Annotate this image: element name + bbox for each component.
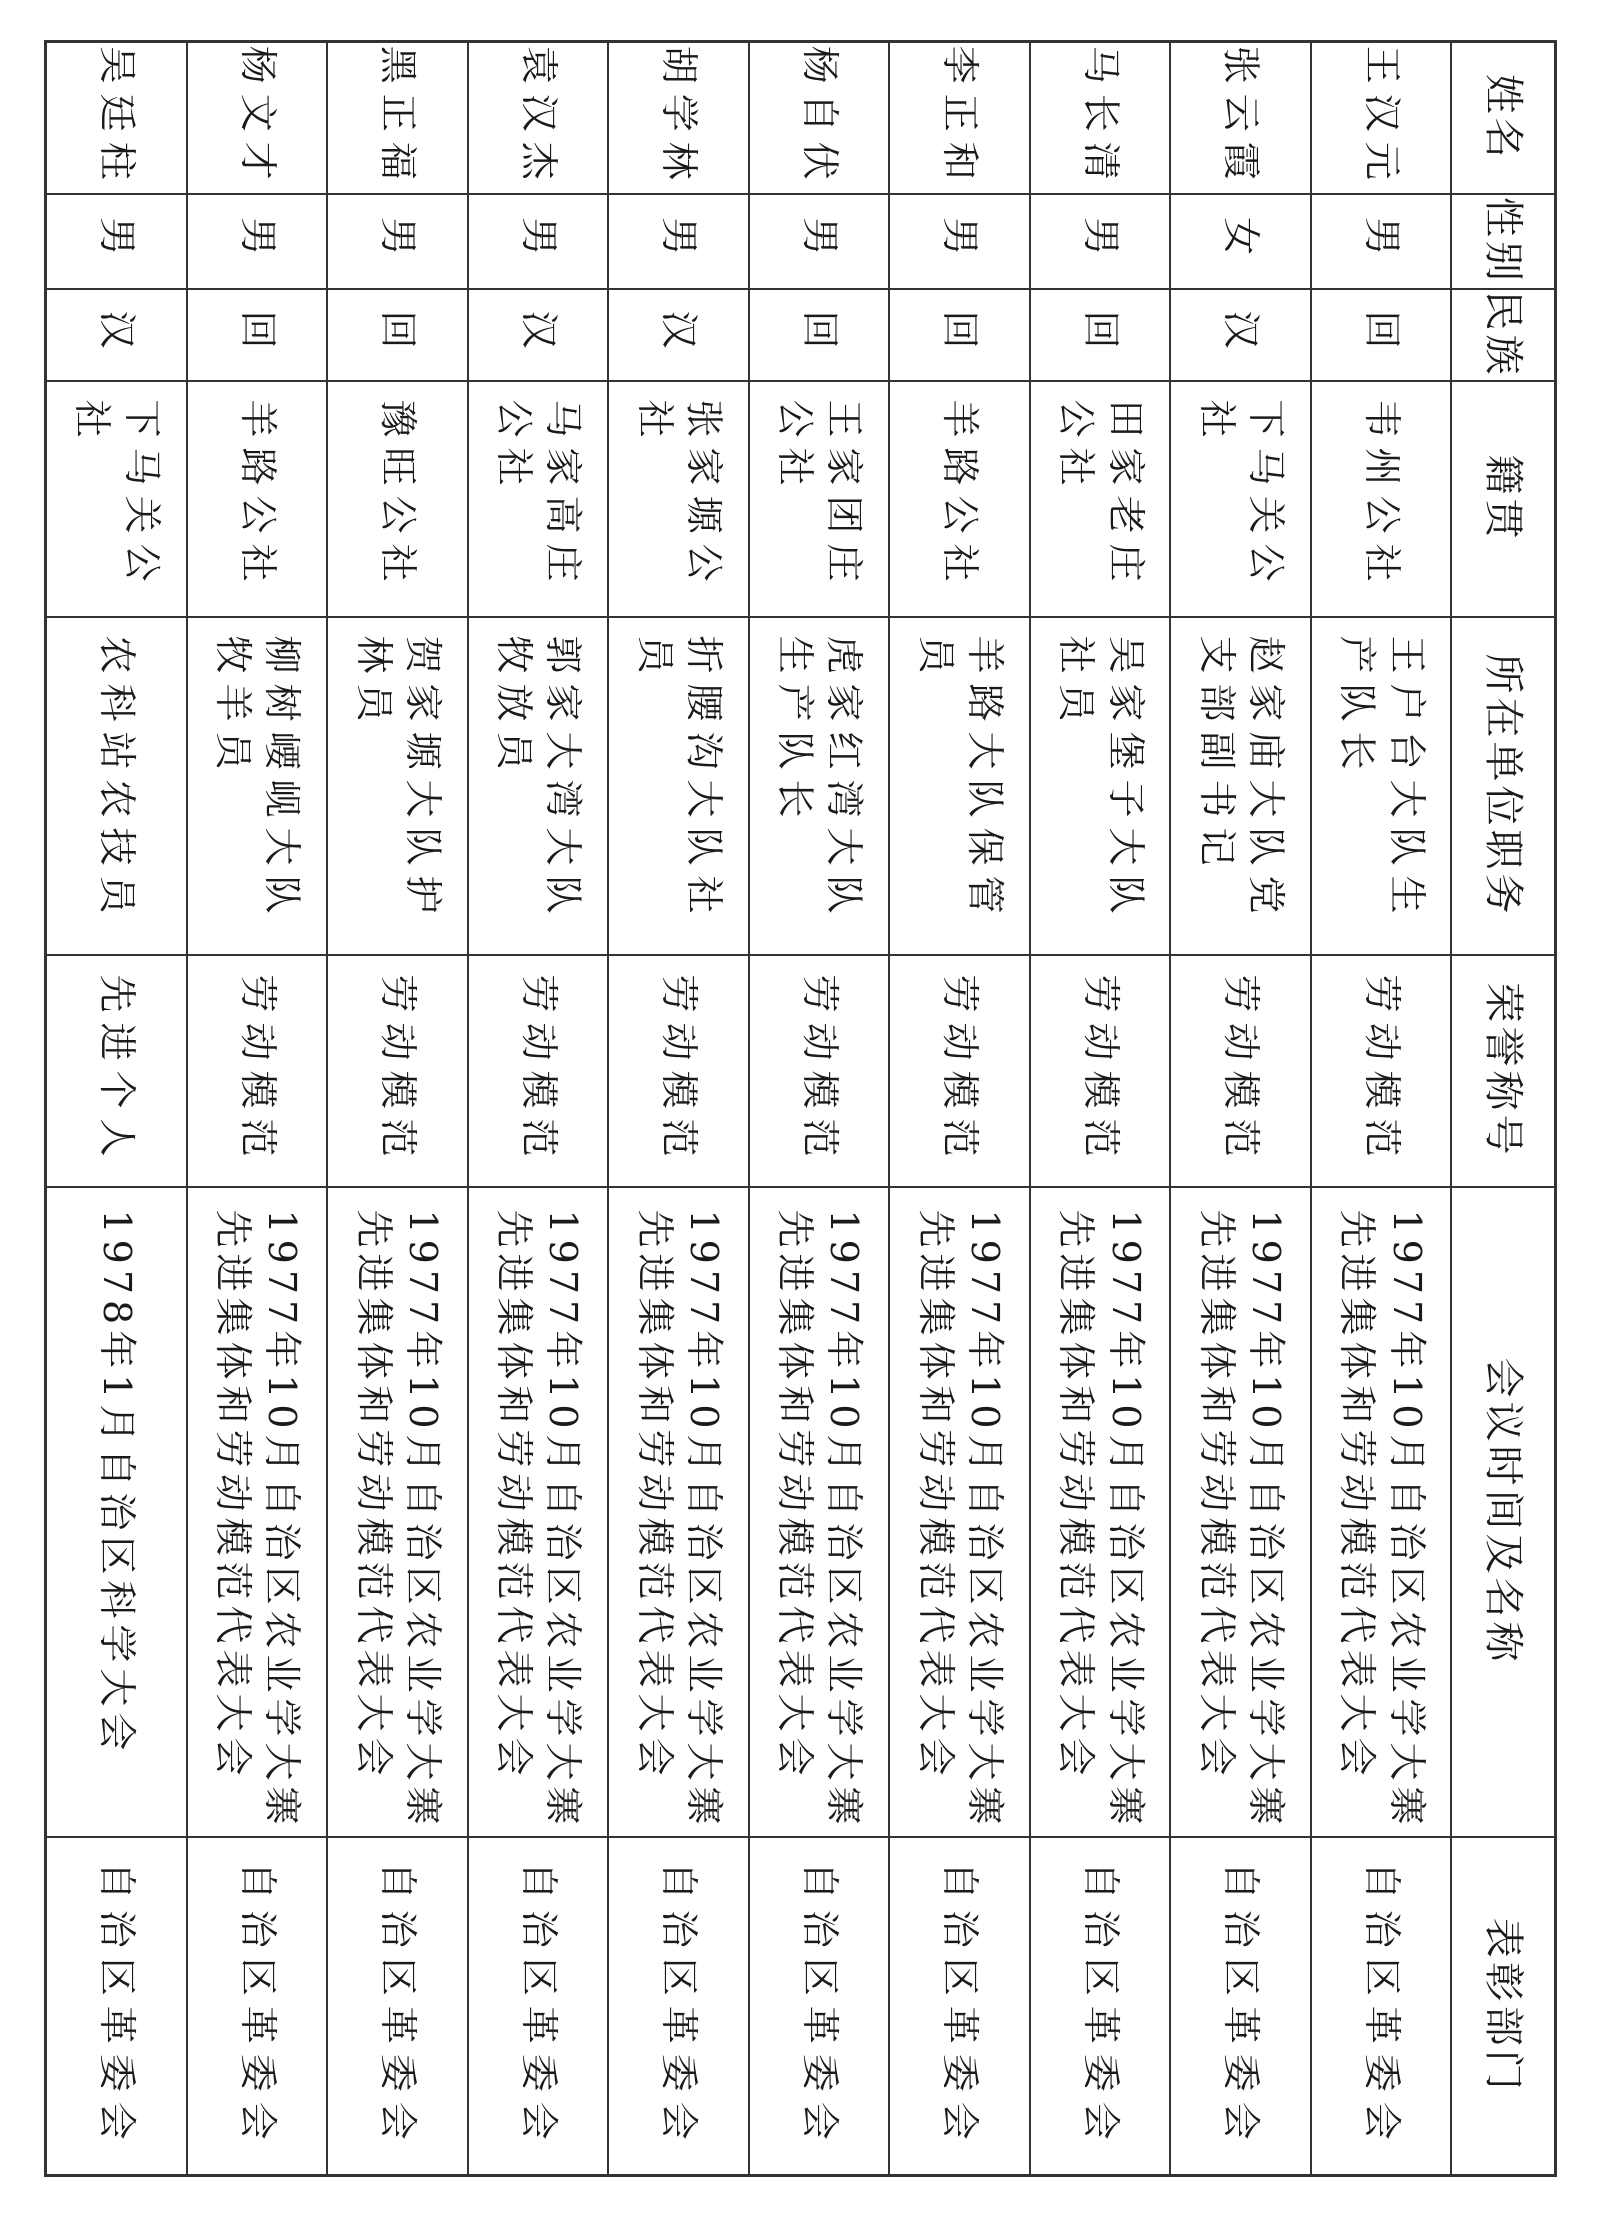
cell-ethnicity: 回 xyxy=(749,289,890,381)
cell-ethnicity: 回 xyxy=(327,289,468,381)
table-row xyxy=(468,42,609,2176)
table-row xyxy=(889,42,1030,2176)
cell-gender: 男 xyxy=(1311,194,1452,289)
cell-meeting: 1977年10月自治区农业学大寨先进集体和劳动模范代表大会 xyxy=(749,1187,890,1837)
cell-gender: 男 xyxy=(608,194,749,289)
header-ethnicity: 民族 xyxy=(1452,289,1556,381)
cell-unit-position: 农科站农技员 xyxy=(46,617,187,955)
cell-department: 自治区革委会 xyxy=(889,1837,1030,2176)
document-page xyxy=(44,40,1557,2174)
cell-meeting: 1977年10月自治区农业学大寨先进集体和劳动模范代表大会 xyxy=(608,1187,749,1837)
cell-honor: 劳动模范 xyxy=(327,955,468,1187)
cell-ethnicity: 汉 xyxy=(46,289,187,381)
table-row xyxy=(46,42,187,2176)
honor-roll-table xyxy=(44,40,1557,2177)
cell-unit-position: 郭家大湾大队牧放员 xyxy=(468,617,609,955)
cell-ethnicity: 汉 xyxy=(468,289,609,381)
cell-native-place: 豫旺公社 xyxy=(327,381,468,617)
header-unit-position: 所在单位职务 xyxy=(1452,617,1556,955)
cell-ethnicity: 汉 xyxy=(608,289,749,381)
table-row xyxy=(1030,42,1171,2176)
header-gender: 性别 xyxy=(1452,194,1556,289)
cell-name: 张云霞 xyxy=(1170,42,1311,194)
table-body xyxy=(46,42,1452,2176)
cell-unit-position: 赵家庙大队党支部副书记 xyxy=(1170,617,1311,955)
cell-unit-position: 吴家堡子大队社员 xyxy=(1030,617,1171,955)
cell-unit-position: 王户台大队生产队长 xyxy=(1311,617,1452,955)
cell-native-place: 韦州公社 xyxy=(1311,381,1452,617)
cell-gender: 男 xyxy=(46,194,187,289)
cell-gender: 男 xyxy=(187,194,328,289)
header-name: 姓名 xyxy=(1452,42,1556,194)
cell-name: 袁汉杰 xyxy=(468,42,609,194)
cell-unit-position: 贺家塬大队护林员 xyxy=(327,617,468,955)
cell-name: 杨文才 xyxy=(187,42,328,194)
header-row xyxy=(1452,42,1556,2176)
cell-gender: 男 xyxy=(1030,194,1171,289)
cell-name: 马长清 xyxy=(1030,42,1171,194)
cell-ethnicity: 回 xyxy=(1030,289,1171,381)
cell-honor: 劳动模范 xyxy=(1311,955,1452,1187)
table-row xyxy=(1311,42,1452,2176)
cell-department: 自治区革委会 xyxy=(1311,1837,1452,2176)
cell-gender: 男 xyxy=(468,194,609,289)
cell-name: 王汉元 xyxy=(1311,42,1452,194)
cell-unit-position: 柳树崾岘大队牧羊员 xyxy=(187,617,328,955)
cell-department: 自治区革委会 xyxy=(1030,1837,1171,2176)
cell-native-place: 张家塬公社 xyxy=(608,381,749,617)
cell-department: 自治区革委会 xyxy=(327,1837,468,2176)
cell-department: 自治区革委会 xyxy=(468,1837,609,2176)
cell-name: 黑正福 xyxy=(327,42,468,194)
cell-department: 自治区革委会 xyxy=(1170,1837,1311,2176)
cell-unit-position: 羊路大队保管员 xyxy=(889,617,1030,955)
cell-native-place: 马家高庄公社 xyxy=(468,381,609,617)
table-row xyxy=(749,42,890,2176)
cell-name: 杨自伏 xyxy=(749,42,890,194)
cell-honor: 劳动模范 xyxy=(749,955,890,1187)
table-row xyxy=(327,42,468,2176)
cell-honor: 劳动模范 xyxy=(889,955,1030,1187)
cell-name: 胡学林 xyxy=(608,42,749,194)
cell-gender: 男 xyxy=(749,194,890,289)
header-meeting: 会议时间及名称 xyxy=(1452,1187,1556,1837)
cell-honor: 先进个人 xyxy=(46,955,187,1187)
cell-ethnicity: 回 xyxy=(1311,289,1452,381)
cell-native-place: 下马关公社 xyxy=(46,381,187,617)
cell-ethnicity: 回 xyxy=(889,289,1030,381)
table-row xyxy=(608,42,749,2176)
cell-department: 自治区革委会 xyxy=(187,1837,328,2176)
cell-meeting: 1978年1月自治区科学大会 xyxy=(46,1187,187,1837)
cell-honor: 劳动模范 xyxy=(1170,955,1311,1187)
cell-meeting: 1977年10月自治区农业学大寨先进集体和劳动模范代表大会 xyxy=(468,1187,609,1837)
cell-honor: 劳动模范 xyxy=(1030,955,1171,1187)
cell-department: 自治区革委会 xyxy=(46,1837,187,2176)
cell-gender: 女 xyxy=(1170,194,1311,289)
cell-gender: 男 xyxy=(327,194,468,289)
header-native-place: 籍贯 xyxy=(1452,381,1556,617)
cell-ethnicity: 回 xyxy=(187,289,328,381)
cell-meeting: 1977年10月自治区农业学大寨先进集体和劳动模范代表大会 xyxy=(1170,1187,1311,1837)
table-row xyxy=(1170,42,1311,2176)
cell-department: 自治区革委会 xyxy=(749,1837,890,2176)
cell-unit-position: 虎家红湾大队生产队长 xyxy=(749,617,890,955)
cell-department: 自治区革委会 xyxy=(608,1837,749,2176)
cell-honor: 劳动模范 xyxy=(468,955,609,1187)
cell-native-place: 田家老庄公社 xyxy=(1030,381,1171,617)
table-row xyxy=(187,42,328,2176)
cell-native-place: 羊路公社 xyxy=(187,381,328,617)
cell-honor: 劳动模范 xyxy=(187,955,328,1187)
cell-name: 吴廷柱 xyxy=(46,42,187,194)
cell-honor: 劳动模范 xyxy=(608,955,749,1187)
cell-native-place: 王家团庄公社 xyxy=(749,381,890,617)
header-honor: 荣誉称号 xyxy=(1452,955,1556,1187)
cell-name: 李正和 xyxy=(889,42,1030,194)
rotated-table-wrapper xyxy=(44,40,1557,2174)
cell-ethnicity: 汉 xyxy=(1170,289,1311,381)
cell-gender: 男 xyxy=(889,194,1030,289)
cell-native-place: 羊路公社 xyxy=(889,381,1030,617)
cell-meeting: 1977年10月自治区农业学大寨先进集体和劳动模范代表大会 xyxy=(327,1187,468,1837)
cell-native-place: 下马关公社 xyxy=(1170,381,1311,617)
cell-meeting: 1977年10月自治区农业学大寨先进集体和劳动模范代表大会 xyxy=(187,1187,328,1837)
cell-meeting: 1977年10月自治区农业学大寨先进集体和劳动模范代表大会 xyxy=(1030,1187,1171,1837)
cell-meeting: 1977年10月自治区农业学大寨先进集体和劳动模范代表大会 xyxy=(1311,1187,1452,1837)
cell-unit-position: 折腰沟大队社员 xyxy=(608,617,749,955)
header-department: 表彰部门 xyxy=(1452,1837,1556,2176)
cell-meeting: 1977年10月自治区农业学大寨先进集体和劳动模范代表大会 xyxy=(889,1187,1030,1837)
